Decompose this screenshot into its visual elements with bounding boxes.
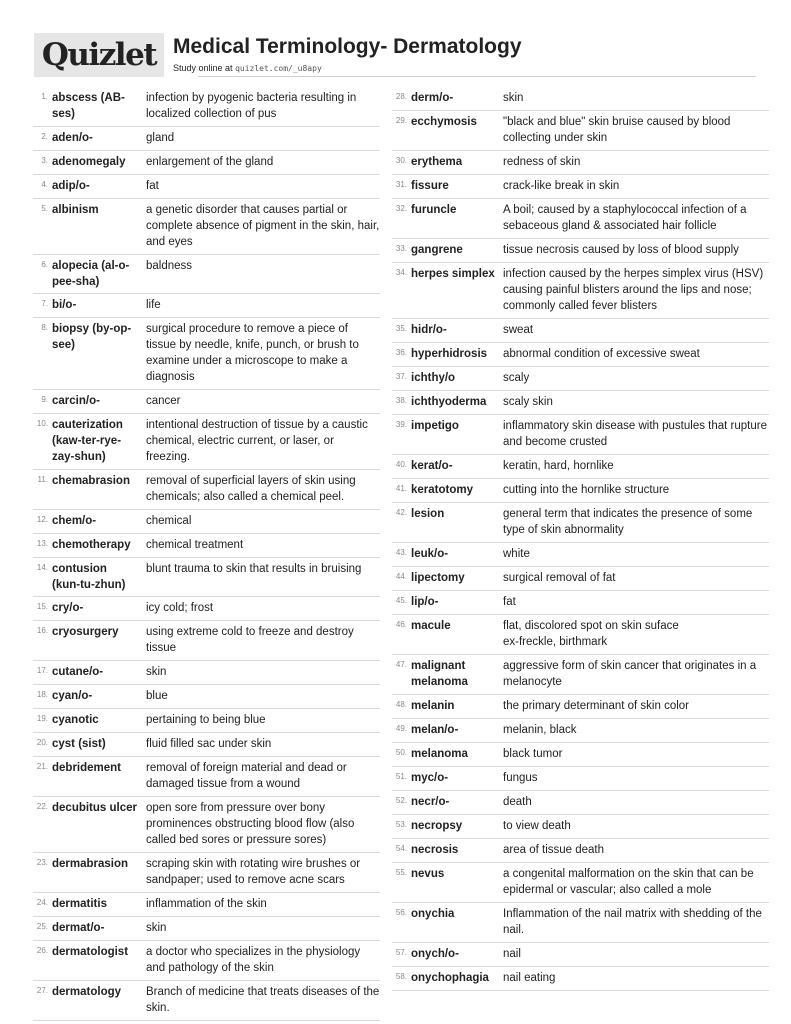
term-row: [33, 893, 380, 917]
term-number: 14.: [36, 563, 48, 572]
term-row: [33, 318, 380, 390]
term-definition: scaly skin: [503, 396, 553, 408]
term-definition: redness of skin: [503, 156, 581, 168]
page-header: [34, 33, 756, 77]
term-definition: life: [146, 299, 161, 311]
term-definition: gland: [146, 132, 175, 144]
term-row: [392, 967, 769, 991]
term-definition: surgical procedure to remove a piece of tissue by needle, knife, punch, or brush to examine under a microscope to make a diagnosis: [146, 323, 359, 383]
term-definition: nail eating: [503, 972, 556, 984]
term-number: 5.: [41, 204, 48, 213]
term-number: 35.: [395, 324, 407, 333]
term-number: 13.: [36, 539, 48, 548]
term-number: 28.: [395, 92, 407, 101]
term-row: [392, 87, 769, 111]
term-name: albinism: [52, 204, 99, 216]
term-number: 43.: [395, 548, 407, 557]
term-definition: crack-like break in skin: [503, 180, 620, 192]
term-row: [33, 621, 380, 661]
term-definition: aggressive form of skin cancer that originates in a melanocyte: [503, 660, 757, 688]
term-row: [33, 941, 380, 981]
term-definition: inflammation of the skin: [146, 898, 267, 910]
term-definition: scraping skin with rotating wire brushes or sandpaper; used to remove acne scars: [146, 858, 361, 886]
term-name: bi/o-: [52, 299, 77, 311]
term-row: [392, 863, 769, 903]
term-definition: chemical treatment: [146, 539, 244, 551]
term-name: impetigo: [411, 420, 459, 432]
term-definition: melanin, black: [503, 724, 577, 736]
term-definition: cancer: [146, 395, 181, 407]
term-row: [33, 414, 380, 470]
term-row: [33, 390, 380, 414]
term-row: [33, 87, 380, 127]
term-definition: icy cold; frost: [146, 602, 214, 614]
term-name: ichthyoderma: [411, 396, 487, 408]
term-name: dermatitis: [52, 898, 107, 910]
study-online-line: [173, 63, 322, 73]
term-row: [33, 534, 380, 558]
term-row: [392, 719, 769, 743]
term-number: 30.: [395, 156, 407, 165]
term-row: [392, 655, 769, 695]
term-definition: area of tissue death: [503, 844, 605, 856]
term-definition: scaly: [503, 372, 530, 384]
term-definition: the primary determinant of skin color: [503, 700, 689, 712]
term-definition: fat: [503, 596, 516, 608]
term-name: gangrene: [411, 244, 463, 256]
term-name: fissure: [411, 180, 449, 192]
term-row: [392, 343, 769, 367]
term-number: 26.: [36, 946, 48, 955]
term-number: 50.: [395, 748, 407, 757]
header-divider: [198, 76, 756, 77]
term-number: 1.: [41, 92, 48, 101]
term-name: onychia: [411, 908, 455, 920]
term-row: [33, 981, 380, 1021]
term-number: 22.: [36, 802, 48, 811]
term-number: 42.: [395, 508, 407, 517]
term-row: [33, 685, 380, 709]
term-definition: black tumor: [503, 748, 563, 760]
term-name: malignant melanoma: [411, 660, 468, 688]
term-definition: a doctor who specializes in the physiology and pathology of the skin: [146, 946, 361, 974]
term-name: nevus: [411, 868, 445, 880]
term-number: 8.: [41, 323, 48, 332]
term-definition: open sore from pressure over bony prominences obstructing blood flow (also called bed sores or pressure sores): [146, 802, 355, 846]
term-name: herpes simplex: [411, 268, 495, 280]
term-name: onychophagia: [411, 972, 489, 984]
term-row: [392, 903, 769, 943]
study-url-link[interactable]: quizlet.com/_u8apy: [235, 64, 322, 73]
term-number: 21.: [36, 762, 48, 771]
term-name: adenomegaly: [52, 156, 126, 168]
logo-text: Quizlet: [41, 37, 157, 73]
term-definition: tissue necrosis caused by loss of blood supply: [503, 244, 739, 256]
term-row: [33, 917, 380, 941]
term-row: [33, 709, 380, 733]
term-number: 20.: [36, 738, 48, 747]
term-name: debridement: [52, 762, 122, 774]
term-name: contusion (kun-tu-zhun): [52, 563, 126, 591]
term-name: erythema: [411, 156, 463, 168]
term-name: cryosurgery: [52, 626, 119, 638]
term-number: 38.: [395, 396, 407, 405]
term-number: 54.: [395, 844, 407, 853]
term-name: decubitus ulcer: [52, 802, 137, 814]
term-number: 6.: [41, 260, 48, 269]
term-name: chem/o-: [52, 515, 97, 527]
term-name: dermatologist: [52, 946, 129, 958]
term-number: 4.: [41, 180, 48, 189]
term-definition: nail: [503, 948, 521, 960]
term-definition: enlargement of the gland: [146, 156, 274, 168]
term-name: adip/o-: [52, 180, 90, 192]
term-name: carcin/o-: [52, 395, 100, 407]
term-definition: to view death: [503, 820, 571, 832]
term-number: 45.: [395, 596, 407, 605]
term-definition: sweat: [503, 324, 534, 336]
term-number: 18.: [36, 690, 48, 699]
term-number: 10.: [36, 419, 48, 428]
term-name: cyst (sist): [52, 738, 106, 750]
term-row: [33, 558, 380, 597]
term-name: dermabrasion: [52, 858, 129, 870]
term-name: furuncle: [411, 204, 457, 216]
term-name: necrosis: [411, 844, 459, 856]
term-name: lip/o-: [411, 596, 439, 608]
term-definition: a congenital malformation on the skin that can be epidermal or vascular; also called a mole: [503, 868, 754, 896]
term-row: [392, 503, 769, 543]
term-name: cyan/o-: [52, 690, 93, 702]
term-name: kerat/o-: [411, 460, 453, 472]
term-row: [33, 757, 380, 797]
term-number: 33.: [395, 244, 407, 253]
term-row: [392, 199, 769, 239]
term-row: [392, 263, 769, 319]
term-row: [392, 615, 769, 655]
term-number: 9.: [41, 395, 48, 404]
term-definition: infection caused by the herpes simplex virus (HSV) causing painful blisters around the lips and nose; commonly called fever blisters: [503, 268, 764, 312]
term-name: derm/o-: [411, 92, 454, 104]
term-row: [392, 367, 769, 391]
term-name: necr/o-: [411, 796, 450, 808]
term-definition: general term that indicates the presence of some type of skin abnormality: [503, 508, 753, 536]
term-name: ecchymosis: [411, 116, 477, 128]
term-number: 46.: [395, 620, 407, 629]
term-row: [33, 733, 380, 757]
term-definition: intentional destruction of tissue by a caustic chemical, electric current, or laser, or freezing.: [146, 419, 368, 463]
term-name: dermat/o-: [52, 922, 105, 934]
left-column: [33, 87, 380, 1021]
term-number: 56.: [395, 908, 407, 917]
term-row: [392, 943, 769, 967]
page-title: Medical Terminology- Dermatology: [173, 35, 522, 58]
right-column: [392, 87, 769, 991]
term-number: 47.: [395, 660, 407, 669]
term-row: [33, 470, 380, 510]
term-name: hyperhidrosis: [411, 348, 488, 360]
term-number: 15.: [36, 602, 48, 611]
term-row: [33, 199, 380, 255]
term-row: [392, 791, 769, 815]
term-number: 2.: [41, 132, 48, 141]
term-definition: flat, discolored spot on skin suface ex-freckle, birthmark: [503, 620, 679, 648]
term-definition: Inflammation of the nail matrix with shedding of the nail.: [503, 908, 762, 936]
term-definition: cutting into the hornlike structure: [503, 484, 670, 496]
term-number: 17.: [36, 666, 48, 675]
term-definition: removal of superficial layers of skin using chemicals; also called a chemical peel.: [146, 475, 356, 503]
term-name: cyanotic: [52, 714, 99, 726]
term-number: 7.: [41, 299, 48, 308]
term-definition: using extreme cold to freeze and destroy tissue: [146, 626, 354, 654]
term-number: 31.: [395, 180, 407, 189]
term-name: melanoma: [411, 748, 468, 760]
term-number: 48.: [395, 700, 407, 709]
term-number: 23.: [36, 858, 48, 867]
term-definition: death: [503, 796, 532, 808]
quizlet-logo[interactable]: [34, 33, 164, 77]
term-name: cutane/o-: [52, 666, 104, 678]
term-definition: chemical: [146, 515, 192, 527]
term-row: [33, 294, 380, 318]
term-number: 25.: [36, 922, 48, 931]
term-number: 11.: [37, 475, 48, 484]
term-number: 12.: [36, 515, 48, 524]
term-row: [392, 839, 769, 863]
term-definition: infection by pyogenic bacteria resulting in localized collection of pus: [146, 92, 357, 120]
term-name: lesion: [411, 508, 445, 520]
term-name: macule: [411, 620, 451, 632]
term-number: 16.: [36, 626, 48, 635]
term-row: [392, 151, 769, 175]
term-number: 34.: [395, 268, 407, 277]
term-number: 58.: [395, 972, 407, 981]
term-definition: keratin, hard, hornlike: [503, 460, 614, 472]
term-definition: a genetic disorder that causes partial or complete absence of pigment in the skin, hair, and eyes: [146, 204, 380, 248]
term-definition: baldness: [146, 260, 193, 272]
term-definition: removal of foreign material and dead or damaged tissue from a wound: [146, 762, 347, 790]
term-row: [392, 415, 769, 455]
term-name: biopsy (by-op-see): [52, 323, 132, 351]
term-definition: A boil; caused by a staphylococcal infection of a sebaceous gland & associated hair follicle: [503, 204, 747, 232]
term-row: [392, 695, 769, 719]
term-name: onych/o-: [411, 948, 459, 960]
term-name: dermatology: [52, 986, 122, 998]
term-definition: skin: [503, 92, 524, 104]
term-row: [392, 319, 769, 343]
term-definition: Branch of medicine that treats diseases of the skin.: [146, 986, 380, 1014]
term-row: [392, 767, 769, 791]
term-name: cry/o-: [52, 602, 84, 614]
term-name: aden/o-: [52, 132, 93, 144]
term-name: melan/o-: [411, 724, 459, 736]
study-prefix: Study online at: [173, 63, 233, 73]
term-number: 32.: [395, 204, 407, 213]
term-definition: blunt trauma to skin that results in bruising: [146, 563, 362, 575]
term-definition: white: [503, 548, 530, 560]
term-row: [33, 510, 380, 534]
term-definition: inflammatory skin disease with pustules that rupture and become crusted: [503, 420, 767, 448]
term-row: [392, 543, 769, 567]
term-row: [392, 479, 769, 503]
term-number: 52.: [395, 796, 407, 805]
term-row: [392, 591, 769, 615]
term-number: 27.: [36, 986, 48, 995]
term-name: alopecia (al-o-pee-sha): [52, 260, 130, 288]
term-number: 55.: [395, 868, 407, 877]
term-number: 36.: [395, 348, 407, 357]
term-name: melanin: [411, 700, 455, 712]
term-row: [33, 597, 380, 621]
term-number: 41.: [395, 484, 407, 493]
term-definition: fluid filled sac under skin: [146, 738, 272, 750]
term-row: [392, 391, 769, 415]
term-definition: fungus: [503, 772, 538, 784]
term-number: 3.: [41, 156, 48, 165]
term-row: [392, 567, 769, 591]
term-name: chemabrasion: [52, 475, 130, 487]
term-number: 19.: [36, 714, 48, 723]
term-row: [33, 797, 380, 853]
term-row: [33, 255, 380, 294]
term-number: 39.: [395, 420, 407, 429]
term-name: lipectomy: [411, 572, 465, 584]
term-row: [33, 127, 380, 151]
term-row: [392, 455, 769, 479]
term-number: 24.: [36, 898, 48, 907]
term-name: leuk/o-: [411, 548, 449, 560]
term-name: hidr/o-: [411, 324, 447, 336]
term-row: [33, 661, 380, 685]
term-definition: skin: [146, 666, 167, 678]
term-name: abscess (AB-ses): [52, 92, 125, 120]
term-number: 53.: [395, 820, 407, 829]
term-number: 40.: [395, 460, 407, 469]
term-definition: blue: [146, 690, 168, 702]
term-name: chemotherapy: [52, 539, 131, 551]
term-row: [392, 111, 769, 151]
term-name: myc/o-: [411, 772, 449, 784]
term-name: keratotomy: [411, 484, 473, 496]
term-name: cauterization (kaw-ter-rye-zay-shun): [52, 419, 123, 463]
term-number: 51.: [395, 772, 407, 781]
term-name: ichthy/o: [411, 372, 456, 384]
term-definition: abnormal condition of excessive sweat: [503, 348, 700, 360]
term-row: [392, 239, 769, 263]
term-row: [33, 175, 380, 199]
term-row: [392, 743, 769, 767]
term-definition: fat: [146, 180, 159, 192]
term-row: [33, 853, 380, 893]
term-number: 49.: [395, 724, 407, 733]
term-definition: skin: [146, 922, 167, 934]
term-definition: "black and blue" skin bruise caused by blood collecting under skin: [503, 116, 731, 144]
term-number: 44.: [395, 572, 407, 581]
term-name: necropsy: [411, 820, 463, 832]
term-definition: pertaining to being blue: [146, 714, 266, 726]
term-row: [392, 175, 769, 199]
term-definition: surgical removal of fat: [503, 572, 616, 584]
term-row: [392, 815, 769, 839]
term-number: 37.: [395, 372, 407, 381]
term-number: 57.: [395, 948, 407, 957]
term-row: [33, 151, 380, 175]
term-number: 29.: [395, 116, 407, 125]
